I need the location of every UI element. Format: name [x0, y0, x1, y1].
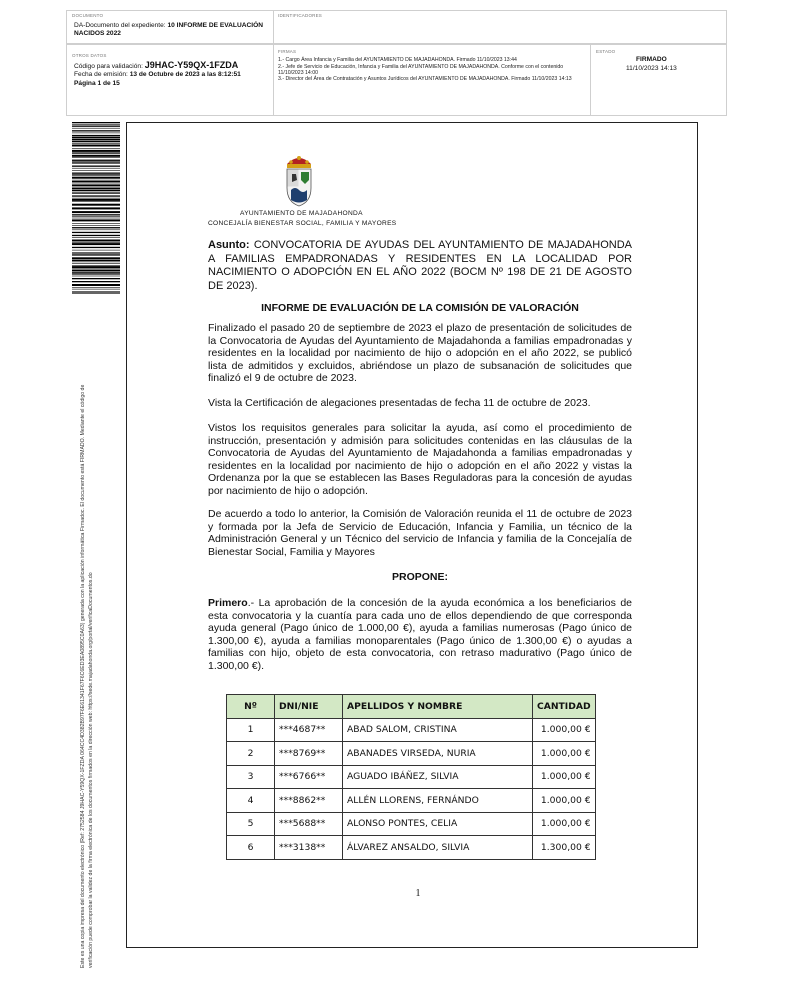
- propone-heading: PROPONE:: [391, 571, 448, 583]
- paragraph-4: De acuerdo a todo lo anterior, la Comisión de Valoración reunida el 11 de octubre de 2023 y formada por la Jefa de Servicio de Educación, Infancia y Familia, un técnico de la Administración General y un Técnico del servicio de Infancia y familia de la Concejalía de Bienestar Social, Familia y Mayores: [208, 508, 632, 558]
- barcode-bar: [72, 225, 120, 226]
- fecha-value: 13 de Octubre de 2023 a las 8:12:51: [129, 71, 241, 78]
- barcode-bar: [72, 263, 120, 264]
- table-row: [227, 742, 596, 766]
- side-text-line2: verificación puede comprobar la validez de la firma electrónica de los documentos firmados en la dirección web: https://sede.majadahonda.org/portal/verificaDocumentos.do: [88, 572, 94, 968]
- firmas-label: FIRMAS: [278, 49, 297, 54]
- barcode-bar: [72, 265, 120, 266]
- barcode-bar: [72, 211, 120, 213]
- barcode-bar: [72, 155, 120, 157]
- barcode-bar: [72, 289, 120, 290]
- barcode-bar: [72, 214, 120, 215]
- firma-1: 1.- Cargo Área Infancia y Familia del AYUNTAMIENTO DE MAJADAHONDA. Firmado 11/10/2023 13:44: [278, 57, 517, 63]
- barcode-bar: [72, 161, 120, 162]
- barcode-bar: [72, 272, 120, 273]
- codigo-label: Código para validación:: [74, 63, 145, 70]
- table-row: [227, 765, 596, 789]
- barcode-bar: [72, 287, 120, 288]
- row-name: AGUADO IBÁÑEZ, SILVIA: [343, 765, 533, 789]
- documento-prefix: DA-Documento del expediente:: [74, 22, 168, 29]
- barcode-bar: [72, 139, 120, 141]
- asunto-label: Asunto:: [208, 239, 250, 251]
- barcode-bar: [72, 291, 120, 292]
- barcode-bar: [72, 133, 120, 134]
- barcode-bar: [72, 173, 120, 174]
- barcode-bar: [72, 180, 120, 181]
- barcode-bar: [72, 276, 120, 277]
- barcode-bar: [72, 223, 120, 224]
- side-text-line1: Este es una copia impresa del documento electrónico (Ref: 2752584 J9HAC-Y59QX-1FZDA 064CC4D382B97F6E61341F67F6C6ED3EA0895C0A63) generada con la aplicación informática Firmadoc. El documento está FIRMADO. Mediante el código de: [80, 384, 86, 968]
- codigo-validacion: [74, 61, 238, 71]
- header-num: Nº: [227, 695, 275, 719]
- barcode-bar: [72, 198, 120, 199]
- row-amount: 1.000,00 €: [533, 789, 596, 813]
- barcode-bar: [72, 230, 120, 231]
- barcode-bar: [72, 254, 120, 255]
- table-row: [227, 836, 596, 860]
- barcode-bar: [72, 160, 120, 161]
- estado-value: FIRMADO: [636, 56, 667, 63]
- barcode-bar: [72, 266, 120, 268]
- barcode-bar: [72, 247, 120, 248]
- barcode-bar: [72, 157, 120, 158]
- row-num: 5: [227, 812, 275, 836]
- header-identificadores-box: [273, 10, 727, 44]
- barcode-bar: [72, 148, 120, 149]
- barcode-bar: [72, 292, 120, 293]
- barcode-bar: [72, 207, 120, 209]
- header-dni: DNI/NIE: [275, 695, 343, 719]
- barcode-bar: [72, 163, 120, 164]
- documento-bold: 10 INFORME DE EVALUACIÓN NACIDOS 2022: [74, 22, 263, 38]
- row-name: ALONSO PONTES, CELIA: [343, 812, 533, 836]
- fecha-label: Fecha de emisión:: [74, 71, 130, 78]
- barcode-bar: [72, 184, 120, 186]
- paragraph-3: Vistos los requisitos generales para solicitar la ayuda, así como el procedimiento de instrucción, presentación y admisión para solicitudes contenidas en las cláusulas de la Convocatoria de Ayudas del Ayuntamiento de Majadahonda a familias empadronadas y residentes en la localidad por nacimiento de hijo o adopción en el año 2022 y vistas la Ordenanza por la que se establecen las Bases Reguladoras para la concesión de ayudas por nacimiento de hijo o adopción.: [208, 422, 632, 497]
- barcode-bar: [72, 260, 120, 261]
- row-dni: ***5688**: [275, 812, 343, 836]
- barcode-bar: [72, 181, 120, 182]
- barcode-bar: [72, 124, 120, 125]
- barcode-bar: [72, 204, 120, 206]
- identificadores-label: IDENTIFICADORES: [278, 13, 323, 18]
- barcode-bar: [72, 145, 120, 147]
- estado-date: 11/10/2023 14:13: [626, 65, 677, 72]
- barcode-bar: [72, 166, 120, 167]
- table-row: [227, 718, 596, 742]
- codigo-value: J9HAC-Y59QX-1FZDA: [144, 60, 239, 70]
- barcode-bar: [72, 240, 120, 242]
- barcode-bar: [72, 199, 120, 201]
- barcode-bar: [72, 218, 120, 219]
- page-number: 1: [415, 888, 421, 899]
- table-row: [227, 789, 596, 813]
- asunto: [208, 239, 632, 293]
- barcode-bar: [72, 201, 120, 202]
- barcode-bar: [72, 170, 120, 171]
- letterhead-line2: CONCEJALÍA BIENESTAR SOCIAL, FAMILIA Y MAYORES: [208, 220, 397, 227]
- paragraph-2: Vista la Certificación de alegaciones presentadas de fecha 11 de octubre de 2023.: [208, 397, 591, 409]
- primero-label: Primero: [208, 597, 248, 609]
- barcode-bar: [72, 126, 120, 127]
- barcode-bar: [72, 143, 120, 144]
- barcode-bar: [72, 174, 120, 175]
- row-dni: ***3138**: [275, 836, 343, 860]
- row-num: 2: [227, 742, 275, 766]
- paragraph-1: Finalizado el pasado 20 de septiembre de 2023 el plazo de presentación de solicitudes de la Convocatoria de Ayudas del Ayuntamiento de Majadahonda a familias empadronadas y residentes en la localidad por nacimiento de hijo o adopción en el año 2022, se publicó lista de admitidos y excluidos, abriéndose un plazo de subsanación de solicitudes que finalizó el 9 de octubre de 2023.: [208, 322, 632, 385]
- documento-label: DOCUMENTO: [72, 13, 104, 18]
- row-amount: 1.300,00 €: [533, 836, 596, 860]
- header-amount: CANTIDAD: [533, 695, 596, 719]
- barcode-bar: [72, 293, 120, 294]
- barcode-bar: [72, 130, 120, 131]
- letterhead-line1: AYUNTAMIENTO DE MAJADAHONDA: [240, 210, 363, 217]
- barcode-bar: [72, 122, 120, 123]
- barcode-bar: [72, 135, 120, 136]
- barcode-bar: [72, 177, 120, 179]
- pagina: Página 1 de 15: [74, 80, 120, 87]
- row-dni: ***6766**: [275, 765, 343, 789]
- row-num: 1: [227, 718, 275, 742]
- barcode-bar: [72, 219, 120, 221]
- barcode-bar: [72, 284, 120, 286]
- firma-2: 2.- Jefe de Servicio de Educación, Infancia y Familia del AYUNTAMIENTO DE MAJADAHONDA. Conforme con el contenido 11/10/2023 14:00: [278, 63, 564, 76]
- barcode-bar: [72, 227, 120, 228]
- estado-label: ESTADO: [596, 49, 616, 54]
- barcode-bar: [72, 188, 120, 190]
- row-name: ABAD SALOM, CRISTINA: [343, 718, 533, 742]
- barcode-bar: [72, 190, 120, 191]
- row-name: ÁLVAREZ ANSALDO, SILVIA: [343, 836, 533, 860]
- header-name: APELLIDOS Y NOMBRE: [343, 695, 533, 719]
- row-dni: ***8862**: [275, 789, 343, 813]
- table-row: [227, 812, 596, 836]
- barcode-bar: [72, 150, 120, 152]
- primero-text: .- La aprobación de la concesión de la ayuda económica a los beneficiarios de esta convocatoria y la cuantía para cada uno de ellos dependiendo de que corresponda ayuda general (Pago único de 1.000,00 €), ayuda a familias numerosas (Pago único de 1.300,00 €), ayuda a familias monoparentales (Pago único de 1.300,00 €) o ayudas a familias con hijo, objeto de esta convocatoria, con retraso madurativo (Pago único de 1.300,00 €).: [208, 597, 632, 672]
- barcode-bar: [72, 152, 120, 153]
- barcode-bar: [72, 128, 120, 129]
- barcode-bar: [72, 270, 120, 271]
- barcode-image: [72, 122, 120, 294]
- row-amount: 1.000,00 €: [533, 742, 596, 766]
- row-dni: ***4687**: [275, 718, 343, 742]
- row-dni: ***8769**: [275, 742, 343, 766]
- barcode-bar: [72, 216, 120, 217]
- row-num: 3: [227, 765, 275, 789]
- barcode-bar: [72, 141, 120, 142]
- barcode-bar: [72, 250, 120, 251]
- barcode-bar: [72, 253, 120, 254]
- primero-paragraph: [208, 597, 632, 673]
- row-num: 6: [227, 836, 275, 860]
- barcode-bar: [72, 243, 120, 245]
- firma-3: 3.- Director del Área de Contratación y Asuntos Jurídicos del AYUNTAMIENTO DE MAJADAHONDA. Firmado 11/10/2023 14:13: [278, 76, 572, 82]
- barcode-bar: [72, 192, 120, 193]
- report-heading: INFORME DE EVALUACIÓN DE LA COMISIÓN DE VALORACIÓN: [261, 302, 579, 314]
- row-num: 4: [227, 789, 275, 813]
- barcode-bar: [72, 242, 120, 243]
- row-amount: 1.000,00 €: [533, 765, 596, 789]
- barcode-bar: [72, 262, 120, 263]
- coat-of-arms-logo: [281, 150, 317, 208]
- beneficiaries-table: [226, 694, 596, 860]
- row-amount: 1.000,00 €: [533, 812, 596, 836]
- row-name: ABANADES VIRSEDA, NURIA: [343, 742, 533, 766]
- barcode-bar: [72, 183, 120, 184]
- row-name: ALLÉN LLORENS, FERNÁNDO: [343, 789, 533, 813]
- header-estado-box: [590, 44, 727, 116]
- barcode-bar: [72, 281, 120, 282]
- documento-text: [74, 22, 264, 39]
- barcode-bar: [72, 195, 120, 196]
- barcode-bar: [72, 257, 120, 259]
- asunto-text: CONVOCATORIA DE AYUDAS DEL AYUNTAMIENTO DE MAJADAHONDA A FAMILIAS EMPADRONADAS Y RESIDENTES EN LA LOCALIDAD POR NACIMIENTO O ADOPCIÓN EN EL AÑO 2022 (BOCM Nº 198 DE 21 DE AGOSTO DE 2023).: [208, 239, 632, 292]
- otros-datos-label: OTROS DATOS: [72, 53, 107, 58]
- fecha-emision: [74, 71, 241, 79]
- barcode-bar: [72, 278, 120, 279]
- barcode-bar: [72, 273, 120, 274]
- barcode-bar: [72, 269, 120, 270]
- barcode-bar: [72, 232, 120, 233]
- barcode-bar: [72, 252, 120, 253]
- row-amount: 1.000,00 €: [533, 718, 596, 742]
- table-header-row: [227, 695, 596, 719]
- barcode-bar: [72, 235, 120, 236]
- barcode-bar: [72, 237, 120, 238]
- barcode-bar: [72, 137, 120, 138]
- barcode-bar: [72, 168, 120, 169]
